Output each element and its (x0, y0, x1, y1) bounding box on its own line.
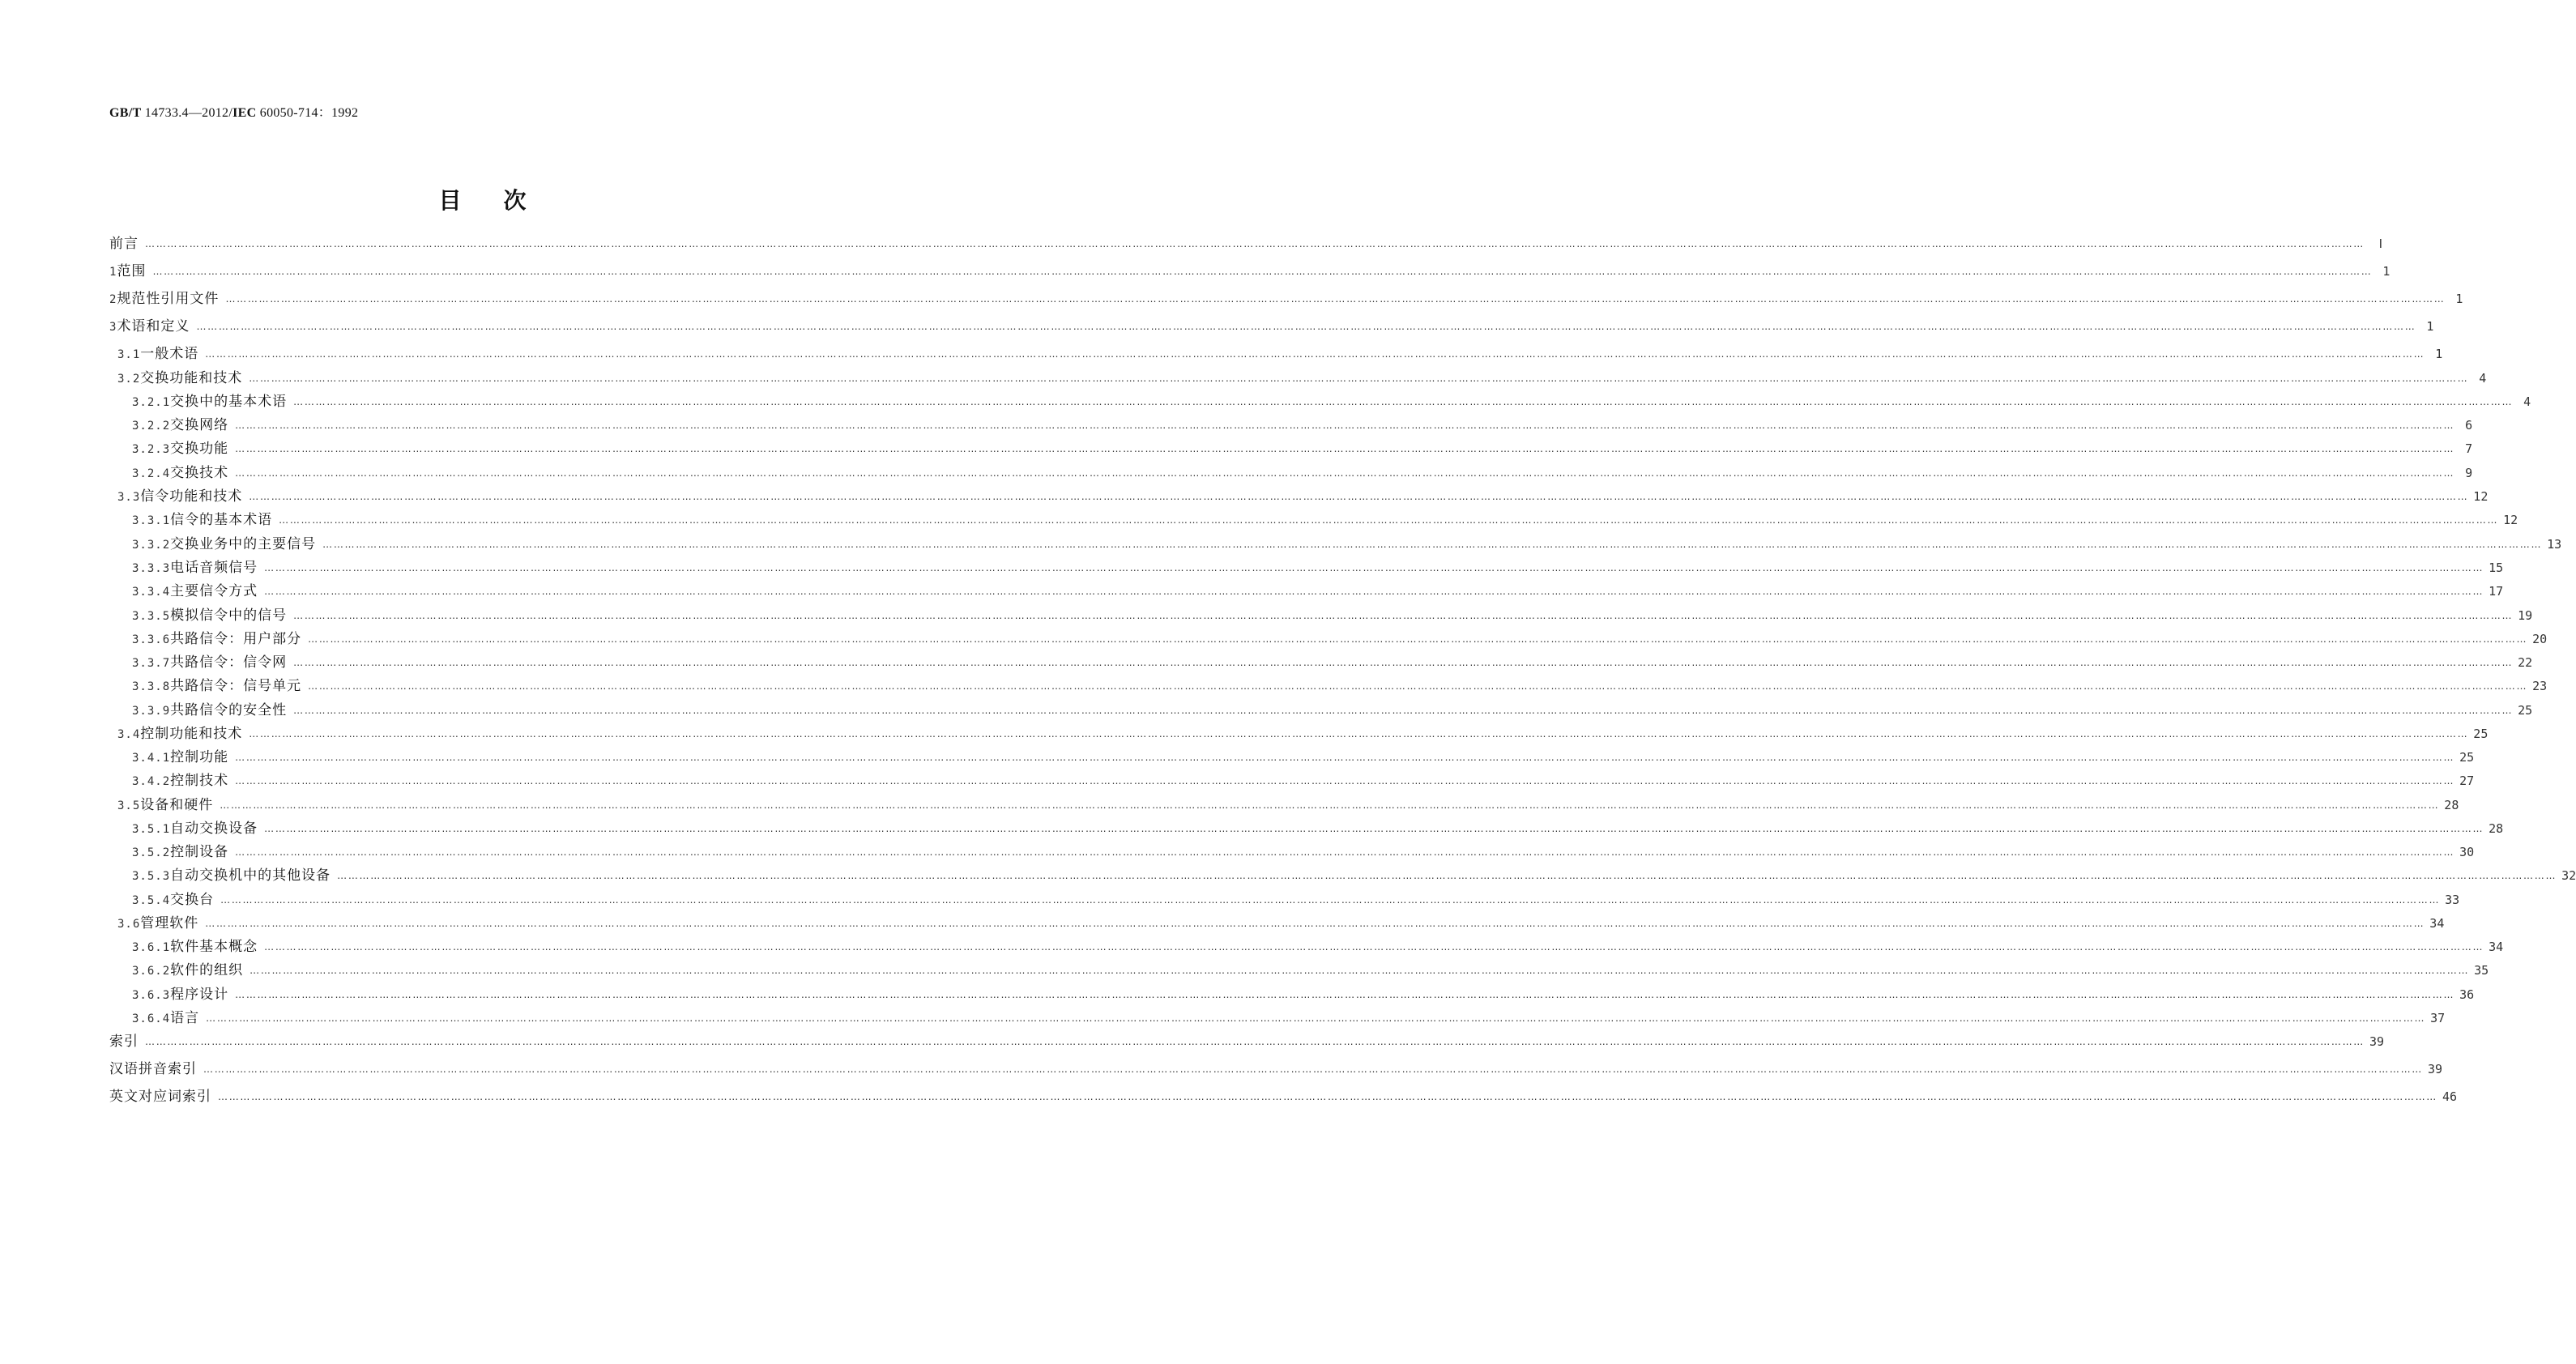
document-header (109, 102, 358, 121)
toc-leader-dots: …………………………………………………………………………………………………………………………………………………………………………………………………………………………………………………………………………………………………………………………………………………………………………………………………………………………………………………………………………………………………………………………………………………… (205, 918, 2425, 929)
toc-entry-page: 7 (2465, 441, 2473, 456)
toc-entry-label: 主要信令方式 (170, 583, 258, 599)
toc-leader-dots: …………………………………………………………………………………………………………………………………………………………………………………………………………………………………………………………………………………………………………………………………………………………………………………………………………………………………………………………………………………………………………………………………………………… (218, 1091, 2437, 1102)
toc-entry-page: 20 (2532, 632, 2548, 646)
toc-entry-label: 汉语拼音索引 (109, 1061, 197, 1077)
toc-entry-page: 1 (2455, 292, 2463, 306)
toc-entry[interactable] (109, 604, 2533, 624)
toc-entry-page: 25 (2518, 703, 2533, 718)
toc-entry-page: 36 (2459, 987, 2475, 1002)
toc-entry-page: 34 (2429, 916, 2445, 931)
toc-entry[interactable] (109, 722, 2489, 742)
toc-entry[interactable] (109, 556, 2504, 576)
toc-entry[interactable] (109, 390, 2531, 410)
toc-entry-number: 3.3.9 (132, 705, 171, 718)
toc-entry-label: 自动交换设备 (170, 821, 258, 837)
toc-entry-number: 3.4.2 (132, 775, 171, 788)
toc-leader-dots: …………………………………………………………………………………………………………………………………………………………………………………………………………………………………………………………………………………………………………………………………………………………………………………………………………………………………………………………………………………………………………………………………………………… (152, 266, 2373, 277)
toc-entry-page: 19 (2518, 608, 2533, 623)
toc-entry-page: 1 (2435, 347, 2443, 361)
toc-leader-dots: …………………………………………………………………………………………………………………………………………………………………………………………………………………………………………………………………………………………………………………………………………………………………………………………………………………………………………………………………………………………………………………………………………………… (264, 941, 2484, 953)
toc-entry-label: 交换中的基本术语 (170, 394, 288, 410)
toc-entry-page: 25 (2473, 727, 2489, 741)
toc-entry[interactable] (109, 769, 2475, 789)
toc-entry-label: 交换业务中的主要信号 (170, 536, 317, 552)
toc-entry[interactable] (109, 1007, 2446, 1026)
iec-prefix: IEC (232, 106, 257, 120)
toc-leader-dots: …………………………………………………………………………………………………………………………………………………………………………………………………………………………………………………………………………………………………………………………………………………………………………………………………………………………………………………………………………………………………………………………………………………… (249, 373, 2469, 384)
toc-entry[interactable] (109, 509, 2518, 528)
toc-entry-number: 2 (109, 293, 117, 306)
toc-entry-label: 索引 (109, 1034, 139, 1050)
toc-entry-page: 28 (2489, 821, 2504, 836)
toc-leader-dots: …………………………………………………………………………………………………………………………………………………………………………………………………………………………………………………………………………………………………………………………………………………………………………………………………………………………………………………………………………………………………………………………………………………… (206, 1012, 2426, 1024)
toc-entry-number: 3.6.2 (132, 965, 171, 978)
toc-leader-dots: …………………………………………………………………………………………………………………………………………………………………………………………………………………………………………………………………………………………………………………………………………………………………………………………………………………………………………………………………………………………………………………………………………………… (308, 633, 2528, 645)
toc-entry-label: 范围 (117, 263, 147, 279)
toc-entry-label: 交换技术 (170, 465, 229, 481)
toc-entry[interactable] (109, 485, 2489, 505)
toc-entry-page: 4 (2479, 371, 2487, 386)
toc-entry-label: 程序设计 (170, 987, 229, 1003)
toc-leader-dots: …………………………………………………………………………………………………………………………………………………………………………………………………………………………………………………………………………………………………………………………………………………………………………………………………………………………………………………………………………………………………………………………………………………… (293, 705, 2514, 716)
toc-leader-dots: …………………………………………………………………………………………………………………………………………………………………………………………………………………………………………………………………………………………………………………………………………………………………………………………………………………………………………………………………………………………………………………………………………………… (225, 293, 2446, 305)
toc-entry[interactable] (109, 1058, 2443, 1077)
toc-entry[interactable] (109, 315, 2434, 335)
toc-entry[interactable] (109, 628, 2548, 647)
toc-leader-dots: …………………………………………………………………………………………………………………………………………………………………………………………………………………………………………………………………………………………………………………………………………………………………………………………………………………………………………………………………………………………………………………………………………………… (220, 799, 2440, 811)
toc-entry-number: 3.3 (117, 491, 141, 504)
toc-entry[interactable] (109, 936, 2504, 955)
toc-leader-dots: …………………………………………………………………………………………………………………………………………………………………………………………………………………………………………………………………………………………………………………………………………………………………………………………………………………………………………………………………………………………………………………………………………………… (220, 894, 2441, 906)
toc-entry[interactable] (109, 841, 2475, 860)
toc-entry-number: 3.3.5 (132, 610, 171, 623)
toc-entry-page: 15 (2489, 561, 2504, 575)
toc-entry-page: 39 (2369, 1034, 2385, 1049)
toc-entry[interactable] (109, 864, 2576, 884)
toc-entry[interactable] (109, 889, 2460, 908)
toc-entry-number: 3.3.6 (132, 633, 171, 646)
toc-entry-page: 9 (2465, 466, 2473, 480)
toc-entry-number: 3.4.1 (132, 752, 171, 765)
toc-leader-dots: …………………………………………………………………………………………………………………………………………………………………………………………………………………………………………………………………………………………………………………………………………………………………………………………………………………………………………………………………………………………………………………………………………………… (249, 728, 2469, 740)
toc-entry-page: 1 (2382, 264, 2390, 279)
toc-entry-label: 信令的基本术语 (170, 512, 273, 528)
toc-entry[interactable] (109, 1085, 2458, 1105)
toc-entry-label: 交换功能和技术 (140, 370, 243, 386)
toc-leader-dots: …………………………………………………………………………………………………………………………………………………………………………………………………………………………………………………………………………………………………………………………………………………………………………………………………………………………………………………………………………………………………………………………………………………… (337, 870, 2557, 881)
toc-entry-page: 46 (2442, 1089, 2458, 1104)
toc-entry-number: 3.6.1 (132, 941, 171, 954)
toc-entry-number: 3.3.4 (132, 586, 171, 599)
toc-leader-dots: …………………………………………………………………………………………………………………………………………………………………………………………………………………………………………………………………………………………………………………………………………………………………………………………………………………………………………………………………………………………………………………………………………………… (293, 610, 2514, 621)
toc-entry-page: Ⅰ (2378, 237, 2382, 251)
toc-entry-label: 共路信令的安全性 (170, 702, 288, 718)
toc-entry[interactable] (109, 675, 2548, 694)
toc-entry-page: 12 (2503, 513, 2518, 527)
toc-entry-page: 28 (2444, 798, 2459, 812)
toc-entry-label: 软件基本概念 (170, 939, 258, 955)
toc-leader-dots: …………………………………………………………………………………………………………………………………………………………………………………………………………………………………………………………………………………………………………………………………………………………………………………………………………………………………………………………………………………………………………………………………………………… (235, 467, 2455, 479)
toc-entry-label: 前言 (109, 236, 139, 252)
toc-leader-dots: …………………………………………………………………………………………………………………………………………………………………………………………………………………………………………………………………………………………………………………………………………………………………………………………………………………………………………………………………………………………………………………………………………………… (264, 823, 2484, 834)
toc-entry-label: 术语和定义 (117, 318, 190, 335)
toc-entry-number: 3.3.3 (132, 562, 171, 575)
toc-entry-page: 33 (2445, 893, 2460, 907)
toc-entry-number: 3.6.4 (132, 1012, 171, 1025)
toc-entry-label: 共路信令：信令网 (170, 654, 288, 671)
toc-entry-page: 35 (2474, 963, 2489, 978)
toc-leader-dots: …………………………………………………………………………………………………………………………………………………………………………………………………………………………………………………………………………………………………………………………………………………………………………………………………………………………………………………………………………………………………………………………………………………… (203, 1063, 2423, 1075)
toc-entry-number: 3.1 (117, 348, 141, 361)
toc-entry-page: 22 (2518, 655, 2533, 670)
toc-entry-page: 13 (2547, 537, 2562, 552)
toc-entry-label: 语言 (170, 1010, 200, 1026)
toc-leader-dots: …………………………………………………………………………………………………………………………………………………………………………………………………………………………………………………………………………………………………………………………………………………………………………………………………………………………………………………………………………………………………………………………………………………… (205, 348, 2425, 360)
toc-entry-number: 1 (109, 266, 117, 279)
toc-entry-label: 控制功能和技术 (140, 726, 243, 742)
toc-leader-dots: …………………………………………………………………………………………………………………………………………………………………………………………………………………………………………………………………………………………………………………………………………………………………………………………………………………………………………………………………………………………………………………………………………………… (235, 989, 2455, 1000)
toc-entry-page: 23 (2532, 679, 2548, 693)
toc-entry-label: 电话音频信号 (170, 560, 258, 576)
toc-entry-page: 6 (2465, 418, 2473, 433)
toc-entry[interactable] (109, 580, 2504, 599)
toc-entry-page: 39 (2428, 1062, 2443, 1076)
toc-leader-dots: …………………………………………………………………………………………………………………………………………………………………………………………………………………………………………………………………………………………………………………………………………………………………………………………………………………………………………………………………………………………………………………………………………………… (279, 514, 2499, 526)
toc-entry-label: 共路信令：信号单元 (170, 678, 302, 694)
toc-entry-page: 30 (2459, 845, 2475, 859)
toc-entry-number: 3.5.4 (132, 894, 171, 907)
toc-entry[interactable] (109, 817, 2504, 837)
toc-leader-dots: …………………………………………………………………………………………………………………………………………………………………………………………………………………………………………………………………………………………………………………………………………………………………………………………………………………………………………………………………………………………………………………………………………………… (235, 420, 2455, 431)
toc-entry-label: 模拟信令中的信号 (170, 607, 288, 624)
iec-number: 60050-714：1992 (259, 106, 359, 120)
toc-entry[interactable] (109, 343, 2443, 362)
toc-entry-number: 3.3.1 (132, 514, 171, 527)
toc-entry-page: 12 (2473, 489, 2489, 504)
page-title: 目次 (438, 187, 569, 214)
toc-entry-label: 规范性引用文件 (117, 291, 220, 307)
toc-entry-number: 3.2.4 (132, 467, 171, 480)
toc-entry-label: 控制技术 (170, 773, 229, 789)
toc-entry[interactable] (109, 437, 2473, 457)
toc-entry-number: 3.5.1 (132, 823, 171, 836)
toc-leader-dots: …………………………………………………………………………………………………………………………………………………………………………………………………………………………………………………………………………………………………………………………………………………………………………………………………………………………………………………………………………………………………………………………………………………… (264, 562, 2484, 573)
toc-entry[interactable] (109, 959, 2489, 978)
toc-entry-page: 27 (2459, 774, 2475, 788)
toc-entry-number: 3.2.2 (132, 420, 171, 433)
toc-entry[interactable] (109, 232, 2382, 252)
toc-entry-label: 交换台 (170, 892, 215, 908)
toc-entry-number: 3.3.7 (132, 657, 171, 670)
toc-entry-page: 34 (2489, 940, 2504, 954)
toc-entry-number: 3.2.1 (132, 396, 171, 409)
toc-entry[interactable] (109, 533, 2562, 552)
toc-entry[interactable] (109, 462, 2473, 481)
toc-entry-label: 共路信令：用户部分 (170, 631, 302, 647)
toc-entry-label: 英文对应词索引 (109, 1089, 211, 1105)
toc-leader-dots: …………………………………………………………………………………………………………………………………………………………………………………………………………………………………………………………………………………………………………………………………………………………………………………………………………………………………………………………………………………………………………………………………………………… (322, 539, 2543, 550)
toc-entry-page: 32 (2561, 868, 2576, 883)
toc-leader-dots: …………………………………………………………………………………………………………………………………………………………………………………………………………………………………………………………………………………………………………………………………………………………………………………………………………………………………………………………………………………………………………………………………………………… (235, 846, 2455, 858)
toc-leader-dots: …………………………………………………………………………………………………………………………………………………………………………………………………………………………………………………………………………………………………………………………………………………………………………………………………………………………………………………………………………………………………………………………………………………… (196, 321, 2416, 332)
toc-entry-number: 3.2 (117, 373, 141, 386)
toc-entry-label: 交换网络 (170, 417, 229, 433)
toc-leader-dots: …………………………………………………………………………………………………………………………………………………………………………………………………………………………………………………………………………………………………………………………………………………………………………………………………………………………………………………………………………………………………………………………………………………… (235, 775, 2455, 786)
toc-entry-page: 17 (2489, 584, 2504, 599)
toc-entry-number: 3.5 (117, 799, 141, 812)
toc-entry-label: 设备和硬件 (140, 797, 214, 813)
toc-entry-label: 一般术语 (140, 346, 199, 362)
toc-entry-label: 控制功能 (170, 749, 229, 765)
toc-leader-dots: …………………………………………………………………………………………………………………………………………………………………………………………………………………………………………………………………………………………………………………………………………………………………………………………………………………………………………………………………………………………………………………………………………………… (145, 1036, 2365, 1047)
toc-leader-dots: …………………………………………………………………………………………………………………………………………………………………………………………………………………………………………………………………………………………………………………………………………………………………………………………………………………………………………………………………………………………………………………………………………………… (293, 657, 2514, 668)
toc-entry-label: 软件的组织 (170, 962, 244, 978)
toc-entry-label: 自动交换机中的其他设备 (170, 867, 331, 884)
toc-entry-page: 1 (2426, 319, 2434, 334)
standard-code: GB/T (109, 106, 142, 120)
toc-entry[interactable] (109, 699, 2533, 718)
toc-entry-number: 3.3.8 (132, 680, 171, 693)
toc-entry-number: 3.5.3 (132, 870, 171, 883)
toc-entry-page: 37 (2430, 1011, 2446, 1025)
toc-entry[interactable] (109, 288, 2463, 307)
toc-entry[interactable] (109, 260, 2390, 279)
toc-entry[interactable] (109, 367, 2487, 386)
toc-leader-dots: …………………………………………………………………………………………………………………………………………………………………………………………………………………………………………………………………………………………………………………………………………………………………………………………………………………………………………………………………………………………………………………………………………………… (235, 752, 2455, 763)
toc-leader-dots: …………………………………………………………………………………………………………………………………………………………………………………………………………………………………………………………………………………………………………………………………………………………………………………………………………………………………………………………………………………………………………………………………………………… (264, 586, 2484, 597)
toc-entry-number: 3.5.2 (132, 846, 171, 859)
toc-entry-number: 3.2.3 (132, 443, 171, 456)
toc-leader-dots: …………………………………………………………………………………………………………………………………………………………………………………………………………………………………………………………………………………………………………………………………………………………………………………………………………………………………………………………………………………………………………………………………………………… (249, 965, 2470, 976)
toc-entry[interactable] (109, 651, 2533, 671)
toc-entry[interactable] (109, 983, 2475, 1003)
toc-entry-page: 25 (2459, 750, 2475, 765)
toc-entry-number: 3 (109, 321, 117, 334)
toc-entry-page: 4 (2523, 394, 2531, 409)
toc-entry-label: 控制设备 (170, 844, 229, 860)
toc-leader-dots: …………………………………………………………………………………………………………………………………………………………………………………………………………………………………………………………………………………………………………………………………………………………………………………………………………………………………………………………………………………………………………………………………………………… (249, 491, 2469, 502)
toc-entry-label: 交换功能 (170, 441, 229, 457)
toc-leader-dots: …………………………………………………………………………………………………………………………………………………………………………………………………………………………………………………………………………………………………………………………………………………………………………………………………………………………………………………………………………………………………………………………………………………… (308, 680, 2528, 692)
standard-number: 14733.4—2012/ (144, 106, 233, 120)
toc-entry[interactable] (109, 912, 2445, 931)
toc-entry-number: 3.3.2 (132, 539, 171, 552)
toc-entry-label: 管理软件 (140, 915, 199, 931)
toc-entry[interactable] (109, 414, 2473, 433)
toc-entry[interactable] (109, 746, 2475, 765)
toc-leader-dots: …………………………………………………………………………………………………………………………………………………………………………………………………………………………………………………………………………………………………………………………………………………………………………………………………………………………………………………………………………………………………………………………………………………… (293, 396, 2514, 407)
toc-entry-label: 信令功能和技术 (140, 488, 243, 505)
toc-leader-dots: …………………………………………………………………………………………………………………………………………………………………………………………………………………………………………………………………………………………………………………………………………………………………………………………………………………………………………………………………………………………………………………………………………………… (235, 443, 2455, 454)
toc-entry[interactable] (109, 794, 2459, 813)
toc-entry-number: 3.6 (117, 918, 141, 931)
toc-entry-number: 3.4 (117, 728, 141, 741)
toc-entry[interactable] (109, 1030, 2385, 1050)
toc-entry-number: 3.6.3 (132, 989, 171, 1002)
toc-leader-dots: …………………………………………………………………………………………………………………………………………………………………………………………………………………………………………………………………………………………………………………………………………………………………………………………………………………………………………………………………………………………………………………………………………………… (145, 238, 2365, 249)
